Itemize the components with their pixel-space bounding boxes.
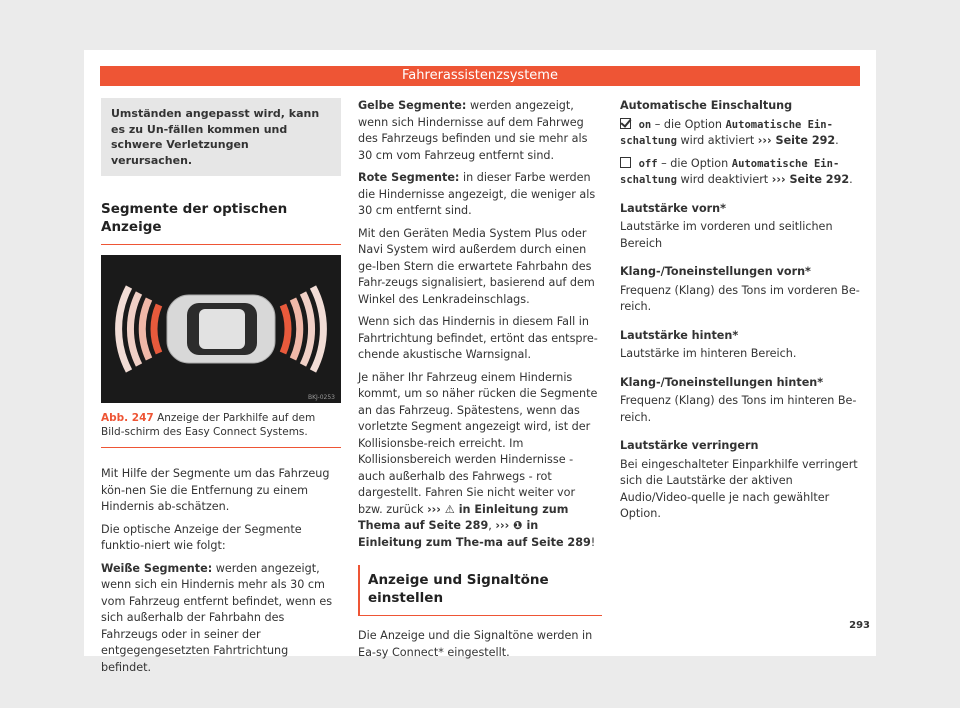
- paragraph: Mit Hilfe der Segmente um das Fahrzeug kön-nen Sie die Entfernung zu einem Hindernis ab-schätzen.: [101, 467, 330, 513]
- option-text: – die Option: [661, 156, 729, 170]
- paragraph: Je näher Ihr Fahrzeug einem Hindernis kommt, um so näher rücken die Segmente an das Fahrzeug. Spätestens, wenn das vorletzte Segment angezeigt wird, ist der Kollisionsbe-reich erreicht. Im Kollisionsbereich werden Hindernisse - auch außerhalb des Fahrwegs - rot dargestellt. Fahren Sie nicht weiter vor bzw. zurück ››› ⚠ in Einleitung zum Thema auf Seite 289, ››› ❶ in Einleitung zum The-ma auf Seite 289!: [358, 370, 598, 549]
- option-code: on: [638, 118, 652, 131]
- option-text: wird aktiviert: [680, 134, 755, 147]
- option-on: on – die Option Automatische Ein-schaltung wird aktiviert ››› Seite 292.: [620, 117, 839, 147]
- definition-yellow: [358, 98, 602, 164]
- option-name: Automatische Ein-schaltung: [620, 118, 833, 147]
- definition-term: Rote Segmente:: [358, 171, 460, 184]
- subheading: Lautstärke verringern: [620, 439, 759, 452]
- paragraph: Die Anzeige und die Signaltöne werden in Ea-sy Connect* eingestellt.: [358, 629, 593, 659]
- paragraph: Mit den Geräten Media System Plus oder Navi System wird außerdem durch einen ge-lben Stern die erwartete Fahrbahn des Fahr-zeugs signalisiert, basierend auf dem Winkel des Lenkradeinschlags.: [358, 226, 595, 306]
- definition-white: [101, 561, 341, 677]
- warning-box: Umständen angepasst wird, kann es zu Un-fällen kommen und schwere Verletzungen verursachen.: [101, 98, 341, 176]
- figure-caption: [101, 411, 341, 448]
- car-sensor-illustration: [101, 255, 341, 403]
- paragraph-text: Je näher Ihr Fahrzeug einem Hindernis kommt, um so näher rücken die Segmente an das Fahrzeug. Spätestens, wenn das vorletzte Segment angezeigt wird, ist der Kollisionsbe-reich erreicht. Im Kollisionsbereich werden Hindernisse - auch außerhalb des Fahrwegs - rot dargestellt. Fahren Sie nicht weiter vor bzw. zurück: [358, 370, 598, 516]
- parking-display-figure: [101, 255, 341, 403]
- section-title: Segmente der optischen Anzeige: [101, 190, 341, 245]
- paragraph: Lautstärke im hinteren Bereich.: [620, 347, 797, 360]
- option-text: wird deaktiviert: [680, 173, 769, 186]
- page-number: 293: [849, 620, 870, 631]
- subheading: Lautstärke vorn*: [620, 201, 726, 215]
- caption-text: Anzeige der Parkhilfe auf dem Bild-schirm des Easy Connect Systems.: [101, 412, 316, 438]
- paragraph: Lautstärke im vorderen und seitlichen Bereich: [620, 220, 833, 250]
- page-link[interactable]: ››› Seite 292: [757, 134, 836, 147]
- definition-term: Weiße Segmente:: [101, 561, 213, 575]
- paragraph: Die optische Anzeige der Segmente funktio-niert wie folgt:: [101, 522, 302, 552]
- paragraph: Wenn sich das Hindernis in diesem Fall in Fahrtrichtung befindet, ertönt das entspre-chende akustische Warnsignal.: [358, 315, 598, 361]
- subheading: Lautstärke hinten*: [620, 328, 739, 342]
- note-link[interactable]: ››› ❶ in Einleitung zum The-ma auf Seite 289: [358, 519, 591, 549]
- caption-number: Abb. 247: [101, 412, 154, 424]
- checkbox-unchecked-icon: [620, 157, 631, 168]
- subheading: Klang-/Toneinstellungen vorn*: [620, 265, 811, 278]
- option-name: Automatische Ein-schaltung: [620, 157, 840, 186]
- column-middle: [358, 98, 602, 667]
- subheading: Automatische Einschaltung: [620, 99, 793, 112]
- definition-term: Gelbe Segmente:: [358, 99, 467, 112]
- paragraph: Bei eingeschalteter Einparkhilfe verringert sich die Lautstärke der aktiven Audio/Video-quelle je nach gewählter Option.: [620, 457, 858, 520]
- page-link[interactable]: ››› Seite 292: [771, 173, 850, 186]
- column-left: [101, 98, 341, 682]
- subheading: Klang-/Toneinstellungen hinten*: [620, 375, 824, 389]
- figure-code: BKJ-0253: [307, 394, 335, 401]
- definition-red: [358, 170, 602, 220]
- column-right: [620, 98, 860, 529]
- checkbox-checked-icon: [620, 118, 631, 129]
- chapter-header: Fahrerassistenzsysteme: [100, 66, 860, 86]
- option-code: off: [638, 157, 658, 170]
- warning-link[interactable]: ››› ⚠ in Einleitung zum Thema auf Seite 289: [358, 502, 569, 532]
- definition-text: werden angezeigt, wenn sich ein Hindernis mehr als 30 cm vom Fahrzeug entfernt befindet, wenn es sich außerhalb der Fahrbahn des Fahrzeugs oder in seiner der entgegengesetzten Fahrtrichtung befindet.: [101, 561, 333, 674]
- option-text: – die Option: [654, 117, 722, 131]
- option-off: off – die Option Automatische Ein-schaltung wird deaktiviert ››› Seite 292.: [620, 156, 853, 186]
- paragraph: Frequenz (Klang) des Tons im vorderen Be-reich.: [620, 283, 860, 313]
- paragraph: Frequenz (Klang) des Tons im hinteren Be-reich.: [620, 394, 857, 424]
- definition-text: in dieser Farbe werden die Hindernisse angezeigt, die weniger als 30 cm entfernt sind.: [358, 171, 596, 217]
- section-title: Anzeige und Signaltöne einstellen: [358, 565, 602, 616]
- definition-text: werden angezeigt, wenn sich Hindernisse auf dem Fahrweg des Fahrzeugs befinden und sie mehr als 30 cm vom Fahrzeug entfernt sind.: [358, 99, 588, 162]
